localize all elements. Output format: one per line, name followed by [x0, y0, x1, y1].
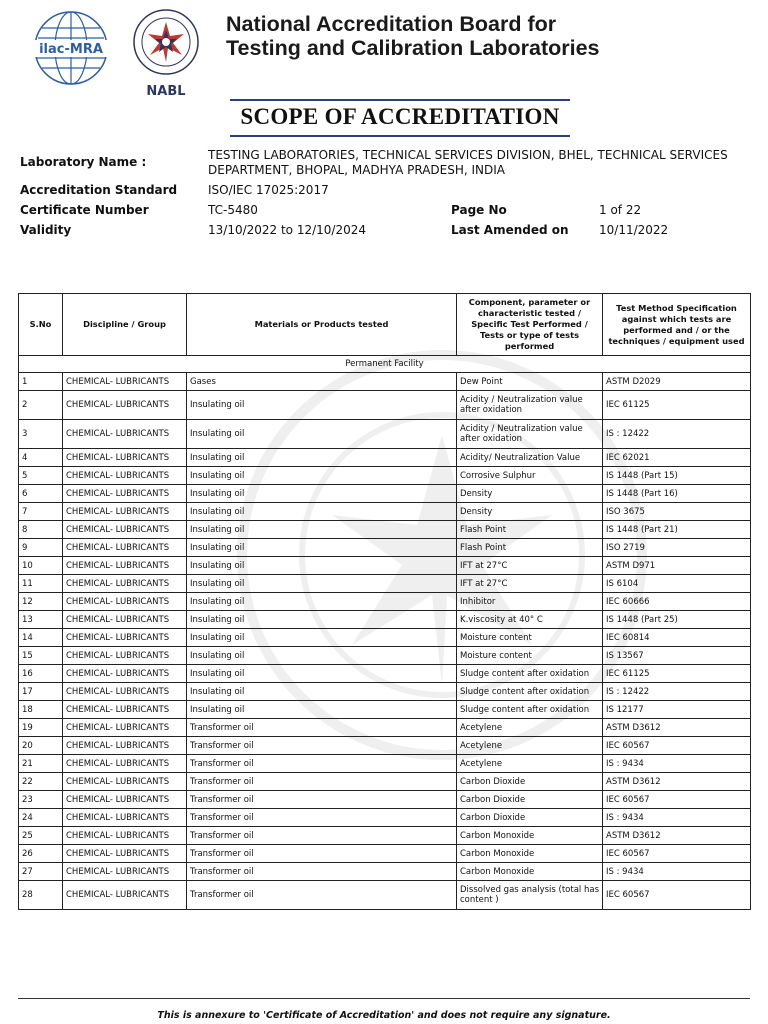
row-test-method: IEC 61125	[603, 391, 751, 420]
row-material: Insulating oil	[187, 503, 457, 521]
row-material: Insulating oil	[187, 539, 457, 557]
row-discipline: CHEMICAL- LUBRICANTS	[63, 557, 187, 575]
row-material: Transformer oil	[187, 809, 457, 827]
nabl-logo-text: NABL	[146, 84, 186, 99]
row-test-method: IEC 60666	[603, 593, 751, 611]
row-sno: 11	[19, 575, 63, 593]
header-discipline: Discipline / Group	[63, 294, 187, 356]
row-material: Transformer oil	[187, 755, 457, 773]
row-sno: 14	[19, 629, 63, 647]
row-parameter: Sludge content after oxidation	[457, 665, 603, 683]
row-test-method: ASTM D3612	[603, 773, 751, 791]
row-test-method: IS 1448 (Part 25)	[603, 611, 751, 629]
row-test-method: IEC 60567	[603, 845, 751, 863]
facility-row	[19, 356, 751, 373]
row-sno: 12	[19, 593, 63, 611]
row-sno: 15	[19, 647, 63, 665]
row-test-method: IEC 61125	[603, 665, 751, 683]
row-sno: 18	[19, 701, 63, 719]
row-test-method: ASTM D971	[603, 557, 751, 575]
row-parameter: Acetylene	[457, 737, 603, 755]
table-row	[19, 791, 751, 809]
lab-name-label: Laboratory Name :	[20, 155, 147, 169]
row-material: Transformer oil	[187, 827, 457, 845]
row-material: Transformer oil	[187, 881, 457, 910]
row-discipline: CHEMICAL- LUBRICANTS	[63, 629, 187, 647]
row-material: Insulating oil	[187, 683, 457, 701]
row-parameter: Sludge content after oxidation	[457, 701, 603, 719]
row-discipline: CHEMICAL- LUBRICANTS	[63, 755, 187, 773]
row-sno: 4	[19, 449, 63, 467]
row-test-method: IEC 60814	[603, 629, 751, 647]
row-material: Transformer oil	[187, 773, 457, 791]
row-test-method: IS : 9434	[603, 755, 751, 773]
last-amended-label: Last Amended on	[451, 223, 569, 237]
row-discipline: CHEMICAL- LUBRICANTS	[63, 449, 187, 467]
row-test-method: ASTM D3612	[603, 827, 751, 845]
table-row	[19, 863, 751, 881]
page-no-value: 1 of 22	[599, 203, 642, 217]
row-material: Insulating oil	[187, 521, 457, 539]
row-material: Insulating oil	[187, 420, 457, 449]
row-parameter: Dew Point	[457, 373, 603, 391]
row-discipline: CHEMICAL- LUBRICANTS	[63, 773, 187, 791]
row-test-method: IS 13567	[603, 647, 751, 665]
table-row	[19, 503, 751, 521]
row-material: Transformer oil	[187, 845, 457, 863]
row-sno: 1	[19, 373, 63, 391]
row-material: Insulating oil	[187, 467, 457, 485]
row-sno: 6	[19, 485, 63, 503]
row-parameter: Acidity / Neutralization value after oxidation	[457, 420, 603, 449]
row-discipline: CHEMICAL- LUBRICANTS	[63, 647, 187, 665]
header-sno: S.No	[19, 294, 63, 356]
footer-note: This is annexure to 'Certificate of Accreditation' and does not require any signature.	[157, 1010, 611, 1021]
row-parameter: Acetylene	[457, 755, 603, 773]
header-test-method: Test Method Specification against which tests are performed and / or the techniques / equipment used	[603, 294, 751, 356]
row-sno: 10	[19, 557, 63, 575]
row-parameter: Acidity / Neutralization value after oxidation	[457, 391, 603, 420]
standard-label: Accreditation Standard	[20, 183, 178, 197]
row-test-method: IEC 60567	[603, 791, 751, 809]
row-discipline: CHEMICAL- LUBRICANTS	[63, 485, 187, 503]
organisation-name-line-1: National Accreditation Board for	[226, 12, 557, 36]
row-material: Insulating oil	[187, 449, 457, 467]
table-row	[19, 755, 751, 773]
table-row	[19, 737, 751, 755]
page-no-label: Page No	[451, 203, 507, 217]
table-row	[19, 593, 751, 611]
table-row	[19, 665, 751, 683]
row-discipline: CHEMICAL- LUBRICANTS	[63, 539, 187, 557]
row-sno: 27	[19, 863, 63, 881]
row-sno: 22	[19, 773, 63, 791]
row-discipline: CHEMICAL- LUBRICANTS	[63, 809, 187, 827]
row-test-method: ASTM D3612	[603, 719, 751, 737]
row-parameter: K.viscosity at 40° C	[457, 611, 603, 629]
certificate-value: TC-5480	[208, 203, 258, 217]
certificate-label: Certificate Number	[20, 203, 149, 217]
row-parameter: Flash Point	[457, 521, 603, 539]
row-sno: 3	[19, 420, 63, 449]
row-discipline: CHEMICAL- LUBRICANTS	[63, 503, 187, 521]
row-discipline: CHEMICAL- LUBRICANTS	[63, 701, 187, 719]
row-sno: 2	[19, 391, 63, 420]
organisation-name	[226, 12, 600, 60]
row-discipline: CHEMICAL- LUBRICANTS	[63, 593, 187, 611]
table-row	[19, 611, 751, 629]
row-parameter: Sludge content after oxidation	[457, 683, 603, 701]
page-title: SCOPE OF ACCREDITATION	[230, 99, 570, 137]
facility-label: Permanent Facility	[19, 356, 751, 373]
row-material: Insulating oil	[187, 647, 457, 665]
table-row	[19, 420, 751, 449]
row-test-method: IS 1448 (Part 21)	[603, 521, 751, 539]
row-sno: 16	[19, 665, 63, 683]
row-parameter: Density	[457, 485, 603, 503]
row-discipline: CHEMICAL- LUBRICANTS	[63, 863, 187, 881]
row-discipline: CHEMICAL- LUBRICANTS	[63, 521, 187, 539]
table-row	[19, 827, 751, 845]
row-material: Insulating oil	[187, 593, 457, 611]
row-parameter: Carbon Monoxide	[457, 827, 603, 845]
table-row	[19, 539, 751, 557]
row-discipline: CHEMICAL- LUBRICANTS	[63, 737, 187, 755]
row-material: Insulating oil	[187, 485, 457, 503]
table-row	[19, 557, 751, 575]
header-materials: Materials or Products tested	[187, 294, 457, 356]
row-material: Insulating oil	[187, 629, 457, 647]
validity-value: 13/10/2022 to 12/10/2024	[208, 223, 367, 237]
row-material: Transformer oil	[187, 737, 457, 755]
row-sno: 26	[19, 845, 63, 863]
ilac-mra-logo	[28, 10, 114, 90]
row-sno: 24	[19, 809, 63, 827]
row-test-method: IS : 9434	[603, 809, 751, 827]
table-row	[19, 521, 751, 539]
row-sno: 19	[19, 719, 63, 737]
table-row	[19, 575, 751, 593]
row-material: Gases	[187, 373, 457, 391]
organisation-name-line-2: Testing and Calibration Laboratories	[226, 36, 600, 60]
table-row	[19, 467, 751, 485]
row-parameter: Dissolved gas analysis (total has content )	[457, 881, 603, 910]
row-test-method: IEC 60567	[603, 737, 751, 755]
row-sno: 23	[19, 791, 63, 809]
table-header-row	[19, 294, 751, 356]
footer-divider	[18, 998, 750, 999]
row-test-method: IS 1448 (Part 15)	[603, 467, 751, 485]
table-row	[19, 629, 751, 647]
row-test-method: IS 12177	[603, 701, 751, 719]
row-parameter: Acetylene	[457, 719, 603, 737]
table-row	[19, 881, 751, 910]
table-row	[19, 701, 751, 719]
row-material: Insulating oil	[187, 575, 457, 593]
table-row	[19, 449, 751, 467]
ilac-logo-text: ilac-MRA	[39, 42, 103, 57]
row-parameter: Density	[457, 503, 603, 521]
row-discipline: CHEMICAL- LUBRICANTS	[63, 719, 187, 737]
row-test-method: ASTM D2029	[603, 373, 751, 391]
row-material: Insulating oil	[187, 665, 457, 683]
row-discipline: CHEMICAL- LUBRICANTS	[63, 611, 187, 629]
row-discipline: CHEMICAL- LUBRICANTS	[63, 791, 187, 809]
row-parameter: Moisture content	[457, 647, 603, 665]
table-row	[19, 391, 751, 420]
row-sno: 9	[19, 539, 63, 557]
row-sno: 17	[19, 683, 63, 701]
row-test-method: IS : 12422	[603, 683, 751, 701]
row-material: Insulating oil	[187, 611, 457, 629]
row-parameter: Corrosive Sulphur	[457, 467, 603, 485]
row-discipline: CHEMICAL- LUBRICANTS	[63, 373, 187, 391]
row-discipline: CHEMICAL- LUBRICANTS	[63, 467, 187, 485]
row-material: Insulating oil	[187, 391, 457, 420]
row-sno: 25	[19, 827, 63, 845]
last-amended-value: 10/11/2022	[599, 223, 669, 237]
row-sno: 13	[19, 611, 63, 629]
row-discipline: CHEMICAL- LUBRICANTS	[63, 683, 187, 701]
row-parameter: IFT at 27°C	[457, 575, 603, 593]
row-test-method: IS : 12422	[603, 420, 751, 449]
row-test-method: IS : 9434	[603, 863, 751, 881]
row-test-method: IS 6104	[603, 575, 751, 593]
row-parameter: Carbon Dioxide	[457, 809, 603, 827]
table-row	[19, 845, 751, 863]
table-row	[19, 373, 751, 391]
row-parameter: Acidity/ Neutralization Value	[457, 449, 603, 467]
row-discipline: CHEMICAL- LUBRICANTS	[63, 575, 187, 593]
row-discipline: CHEMICAL- LUBRICANTS	[63, 881, 187, 910]
row-parameter: Moisture content	[457, 629, 603, 647]
row-sno: 7	[19, 503, 63, 521]
row-discipline: CHEMICAL- LUBRICANTS	[63, 827, 187, 845]
row-discipline: CHEMICAL- LUBRICANTS	[63, 391, 187, 420]
row-parameter: Carbon Dioxide	[457, 773, 603, 791]
row-sno: 28	[19, 881, 63, 910]
row-discipline: CHEMICAL- LUBRICANTS	[63, 665, 187, 683]
row-material: Insulating oil	[187, 701, 457, 719]
table-row	[19, 809, 751, 827]
header-component: Component, parameter or characteristic tested / Specific Test Performed / Tests or type of tests performed	[457, 294, 603, 356]
nabl-logo	[130, 8, 202, 100]
row-sno: 21	[19, 755, 63, 773]
row-test-method: ISO 3675	[603, 503, 751, 521]
row-parameter: Carbon Dioxide	[457, 791, 603, 809]
row-sno: 5	[19, 467, 63, 485]
row-material: Transformer oil	[187, 791, 457, 809]
table-row	[19, 647, 751, 665]
row-test-method: IEC 62021	[603, 449, 751, 467]
row-parameter: Carbon Monoxide	[457, 863, 603, 881]
table-row	[19, 773, 751, 791]
row-parameter: Inhibitor	[457, 593, 603, 611]
row-test-method: IS 1448 (Part 16)	[603, 485, 751, 503]
lab-name-value: TESTING LABORATORIES, TECHNICAL SERVICES DIVISION, BHEL, TECHNICAL SERVICES DEPARTMENT, BHOPAL, MADHYA PRADESH, INDIA	[208, 148, 728, 177]
row-material: Transformer oil	[187, 719, 457, 737]
table-row	[19, 485, 751, 503]
validity-label: Validity	[20, 223, 72, 237]
row-parameter: Flash Point	[457, 539, 603, 557]
row-material: Transformer oil	[187, 863, 457, 881]
row-discipline: CHEMICAL- LUBRICANTS	[63, 845, 187, 863]
scope-table	[18, 293, 751, 910]
row-material: Insulating oil	[187, 557, 457, 575]
standard-value: ISO/IEC 17025:2017	[208, 183, 329, 197]
row-discipline: CHEMICAL- LUBRICANTS	[63, 420, 187, 449]
row-parameter: IFT at 27°C	[457, 557, 603, 575]
row-test-method: IEC 60567	[603, 881, 751, 910]
table-row	[19, 719, 751, 737]
table-row	[19, 683, 751, 701]
row-test-method: ISO 2719	[603, 539, 751, 557]
row-sno: 8	[19, 521, 63, 539]
row-sno: 20	[19, 737, 63, 755]
row-parameter: Carbon Monoxide	[457, 845, 603, 863]
